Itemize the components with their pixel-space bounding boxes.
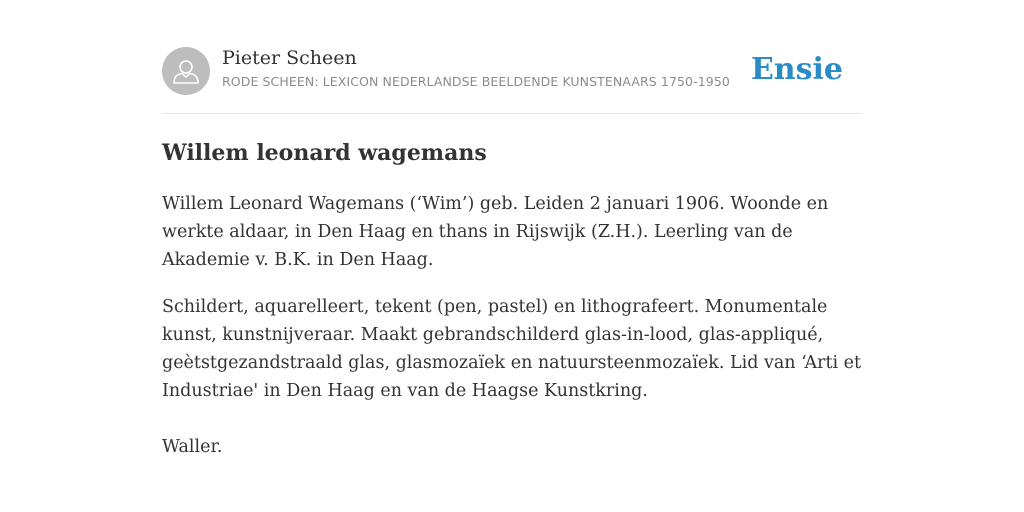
- header-divider: [162, 113, 862, 114]
- entry-header: [162, 46, 862, 96]
- entry-paragraph: Schildert, aquarelleert, tekent (pen, pastel) en lithografeert. Monumentale kunst, kunstnijveraar. Maakt gebrandschilderd glas-in-lood, glas-appliqué, geètstgezandstraald glas, glasmozaïek en natuursteenmozaïek. Lid van ‘Arti et Industriae' in Den Haag en van de Haagse Kunstkring.: [162, 297, 862, 401]
- author-name[interactable]: Pieter Scheen: [222, 47, 357, 69]
- entry-title: Willem leonard wagemans: [162, 140, 487, 166]
- author-avatar: [162, 47, 210, 95]
- user-icon: [162, 47, 210, 95]
- source-title[interactable]: RODE SCHEEN: LEXICON NEDERLANDSE BEELDENDE KUNSTENAARS 1750-1950: [222, 74, 730, 89]
- ensie-logo[interactable]: Ensie: [750, 52, 843, 87]
- entry-paragraph: Willem Leonard Wagemans (‘Wim’) geb. Leiden 2 januari 1906. Woonde en werkte aldaar, in Den Haag en thans in Rijswijk (Z.H.). Leerling van de Akademie v. B.K. in Den Haag.: [162, 194, 829, 270]
- entry-card: [162, 0, 862, 512]
- entry-paragraph: Waller.: [162, 437, 223, 457]
